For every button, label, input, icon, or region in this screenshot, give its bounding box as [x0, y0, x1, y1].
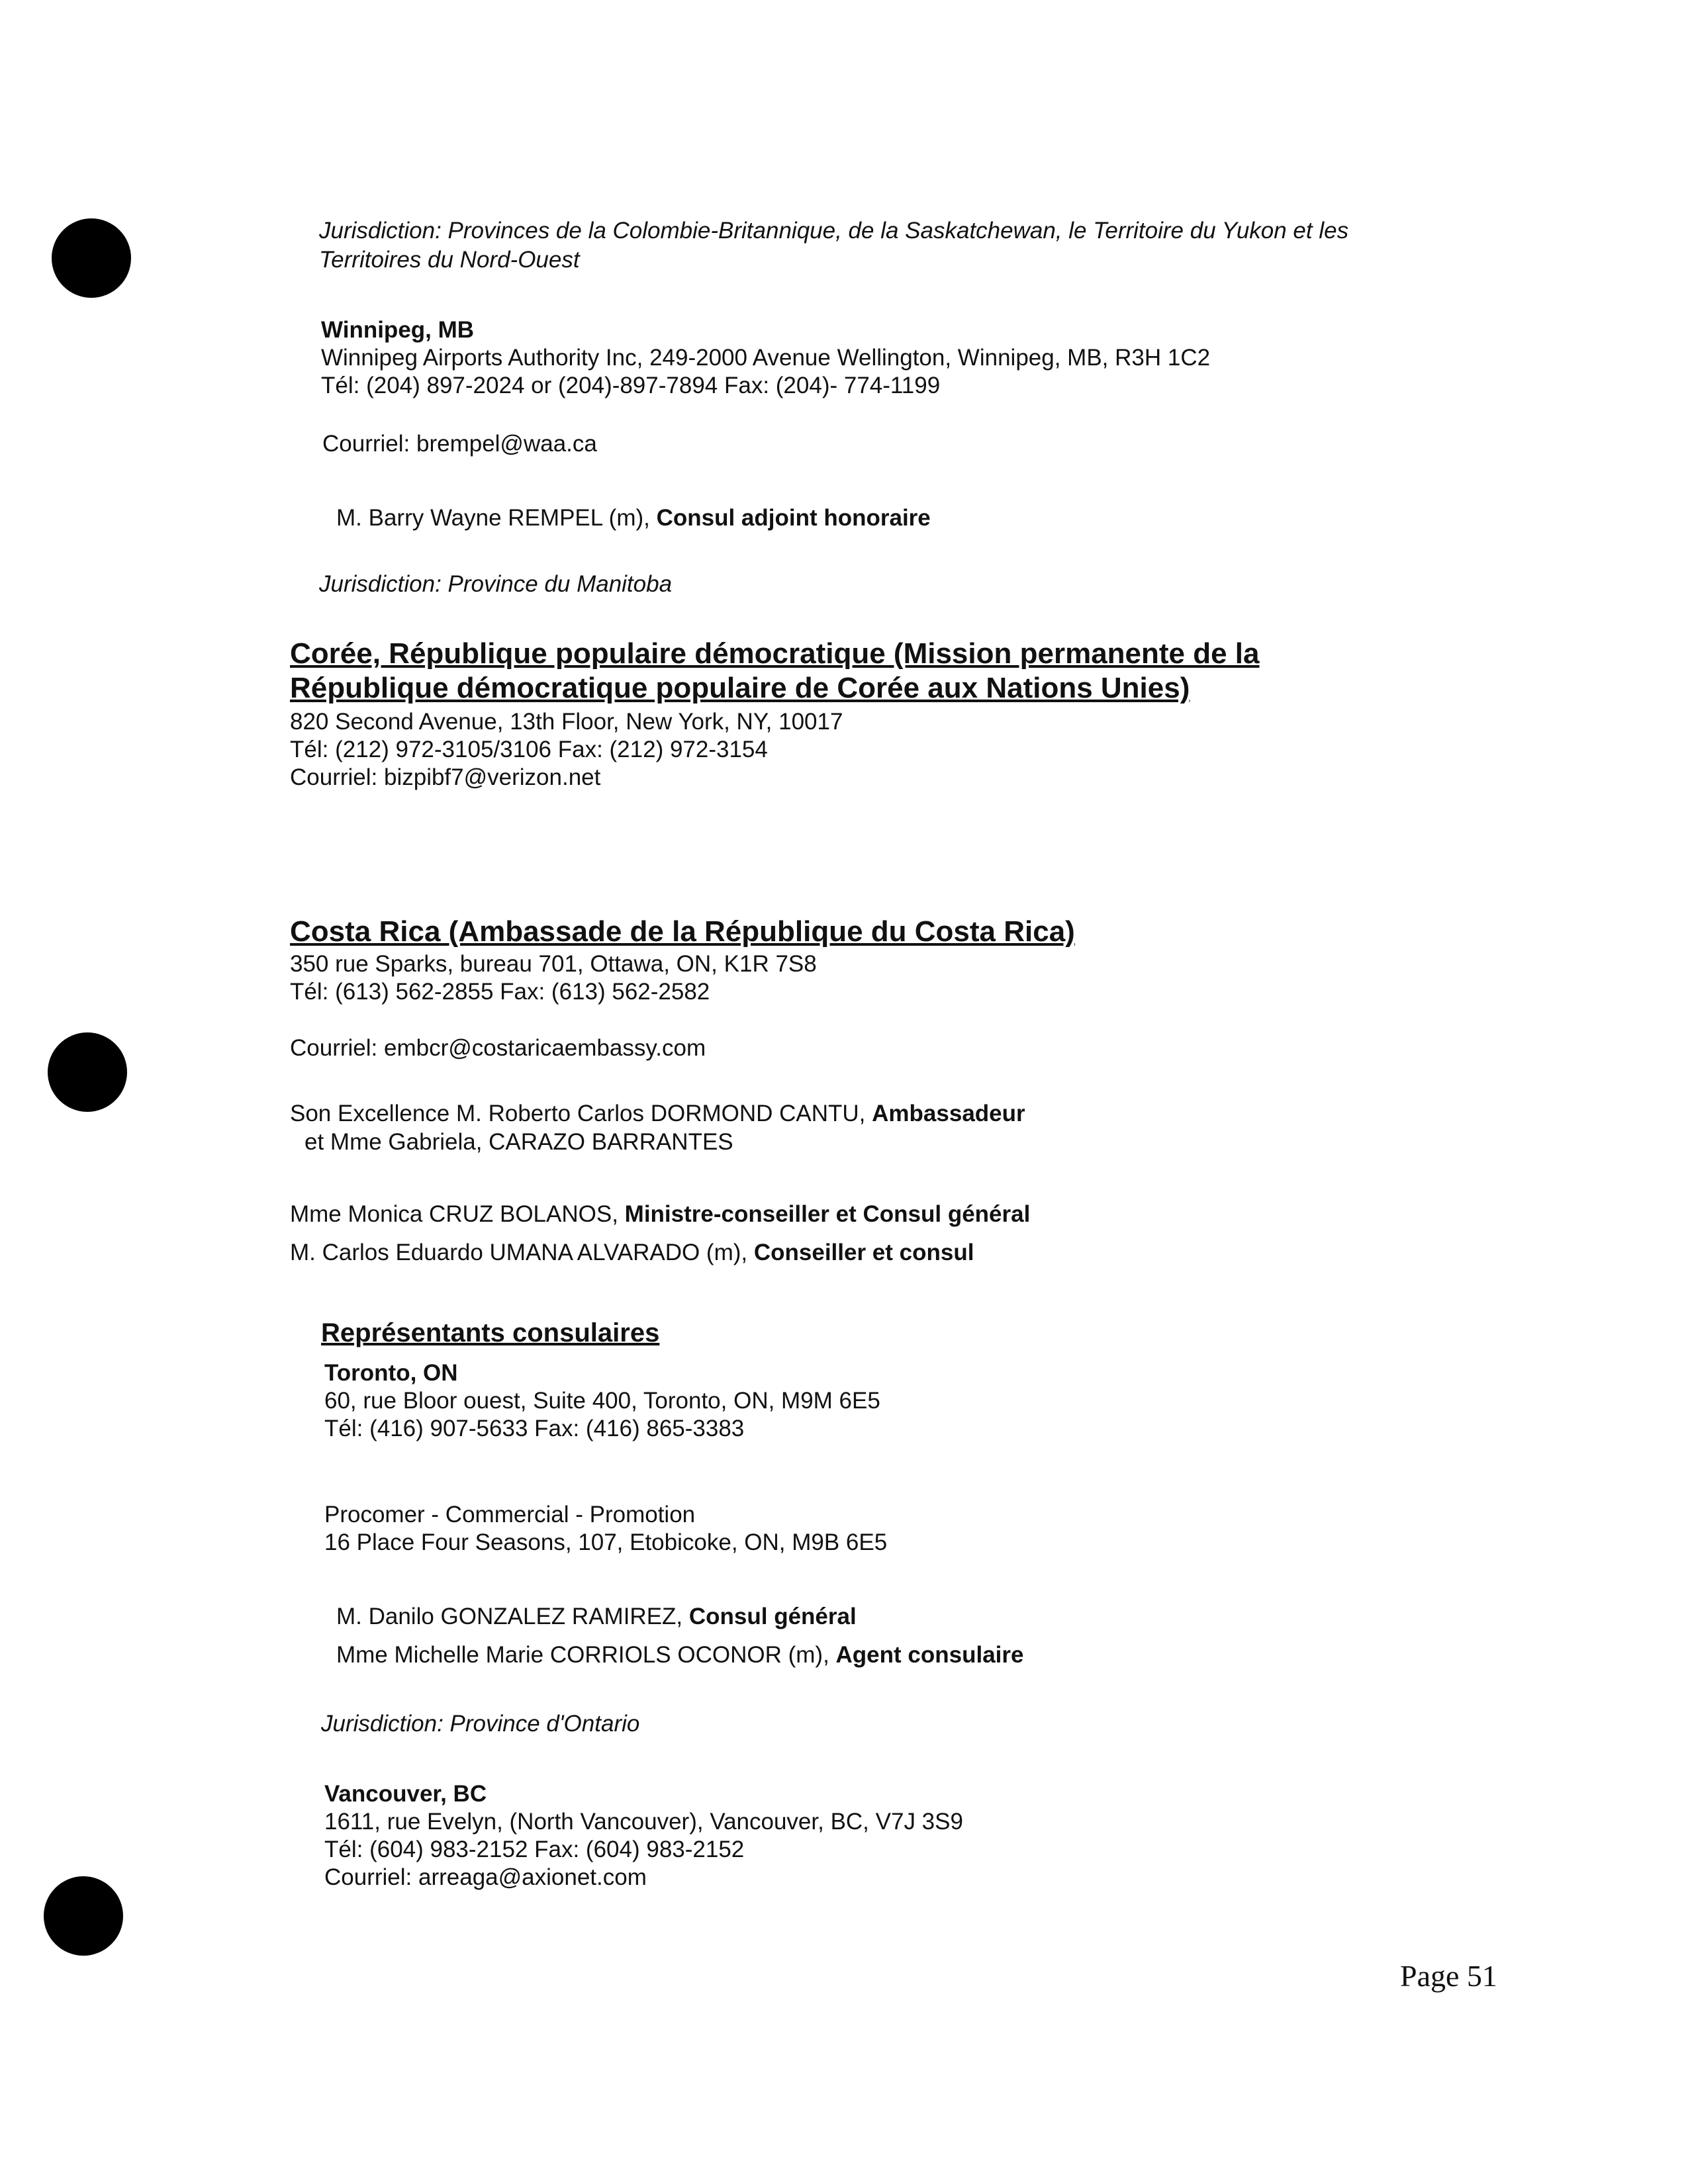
- vancouver-city: Vancouver, BC: [324, 1781, 487, 1807]
- binder-hole-bottom: [44, 1876, 123, 1956]
- coree-email: Courriel: bizpibf7@verizon.net: [290, 764, 601, 790]
- winnipeg-phone: Tél: (204) 897-2024 or (204)-897-7894 Fax: (204)- 774-1199: [321, 373, 941, 398]
- staff-name: et Mme Gabriela, CARAZO BARRANTES: [305, 1129, 733, 1155]
- winnipeg-email: Courriel: brempel@waa.ca: [322, 431, 597, 457]
- coree-phone: Tél: (212) 972-3105/3106 Fax: (212) 972-3154: [290, 737, 768, 762]
- costa-rica-heading: Costa Rica (Ambassade de la République du Costa Rica): [290, 915, 1075, 948]
- costa-rica-minister: [290, 1201, 1030, 1228]
- costa-rica-counsellor: [290, 1239, 974, 1267]
- jurisdiction-colombie-line1: Jurisdiction: Provinces de la Colombie-Britannique, de la Saskatchewan, le Territoire du Yukon et les: [319, 218, 1349, 244]
- toronto-jurisdiction: Jurisdiction: Province d'Ontario: [321, 1711, 640, 1737]
- winnipeg-city: Winnipeg, MB: [321, 317, 475, 343]
- jurisdiction-colombie-line2: Territoires du Nord-Ouest: [319, 247, 580, 273]
- winnipeg-person-name: M. Barry Wayne REMPEL (m),: [336, 505, 650, 531]
- costa-rica-ambassador: [290, 1100, 1025, 1128]
- staff-title: Consul général: [688, 1604, 857, 1629]
- costa-rica-ambassador-spouse: [305, 1128, 733, 1156]
- costa-rica-phone: Tél: (613) 562-2855 Fax: (613) 562-2582: [290, 979, 710, 1005]
- binder-hole-top: [52, 218, 131, 298]
- staff-name: M. Carlos Eduardo UMANA ALVARADO (m),: [290, 1240, 748, 1265]
- coree-address: 820 Second Avenue, 13th Floor, New York, NY, 10017: [290, 709, 843, 735]
- vancouver-address: 1611, rue Evelyn, (North Vancouver), Vancouver, BC, V7J 3S9: [324, 1809, 963, 1835]
- winnipeg-address: Winnipeg Airports Authority Inc, 249-2000 Avenue Wellington, Winnipeg, MB, R3H 1C2: [321, 345, 1211, 371]
- staff-name: M. Danilo GONZALEZ RAMIREZ,: [336, 1604, 683, 1629]
- toronto-procomer: Procomer - Commercial - Promotion: [324, 1502, 696, 1527]
- vancouver-email: Courriel: arreaga@axionet.com: [324, 1864, 647, 1890]
- staff-title: Ambassadeur: [872, 1101, 1025, 1126]
- winnipeg-person: [336, 504, 931, 532]
- winnipeg-jurisdiction: Jurisdiction: Province du Manitoba: [319, 571, 673, 597]
- costa-rica-email: Courriel: embcr@costaricaembassy.com: [290, 1035, 706, 1061]
- binder-hole-middle: [48, 1032, 127, 1112]
- winnipeg-person-title: Consul adjoint honoraire: [656, 505, 931, 531]
- staff-name: Mme Michelle Marie CORRIOLS OCONOR (m),: [336, 1642, 829, 1668]
- staff-name: Son Excellence M. Roberto Carlos DORMOND CANTU,: [290, 1101, 866, 1126]
- toronto-phone: Tél: (416) 907-5633 Fax: (416) 865-3383: [324, 1416, 745, 1441]
- toronto-consul-general: [336, 1603, 857, 1631]
- toronto-address: 60, rue Bloor ouest, Suite 400, Toronto, ON, M9M 6E5: [324, 1388, 880, 1414]
- costa-rica-address: 350 rue Sparks, bureau 701, Ottawa, ON, K1R 7S8: [290, 951, 817, 977]
- vancouver-phone: Tél: (604) 983-2152 Fax: (604) 983-2152: [324, 1837, 745, 1862]
- staff-title: Conseiller et consul: [753, 1240, 974, 1265]
- coree-heading-line1: Corée, République populaire démocratique (Mission permanente de la: [290, 637, 1260, 670]
- toronto-consular-agent: [336, 1641, 1023, 1669]
- staff-title: Ministre-conseiller et Consul général: [624, 1201, 1031, 1227]
- staff-name: Mme Monica CRUZ BOLANOS,: [290, 1201, 618, 1227]
- coree-heading-line2: République démocratique populaire de Corée aux Nations Unies): [290, 672, 1190, 704]
- page-number: Page 51: [1400, 1959, 1497, 1993]
- consular-representatives-heading: Représentants consulaires: [321, 1318, 660, 1347]
- toronto-city: Toronto, ON: [324, 1360, 458, 1386]
- toronto-procomer-address: 16 Place Four Seasons, 107, Etobicoke, ON, M9B 6E5: [324, 1529, 888, 1555]
- staff-title: Agent consulaire: [835, 1642, 1024, 1668]
